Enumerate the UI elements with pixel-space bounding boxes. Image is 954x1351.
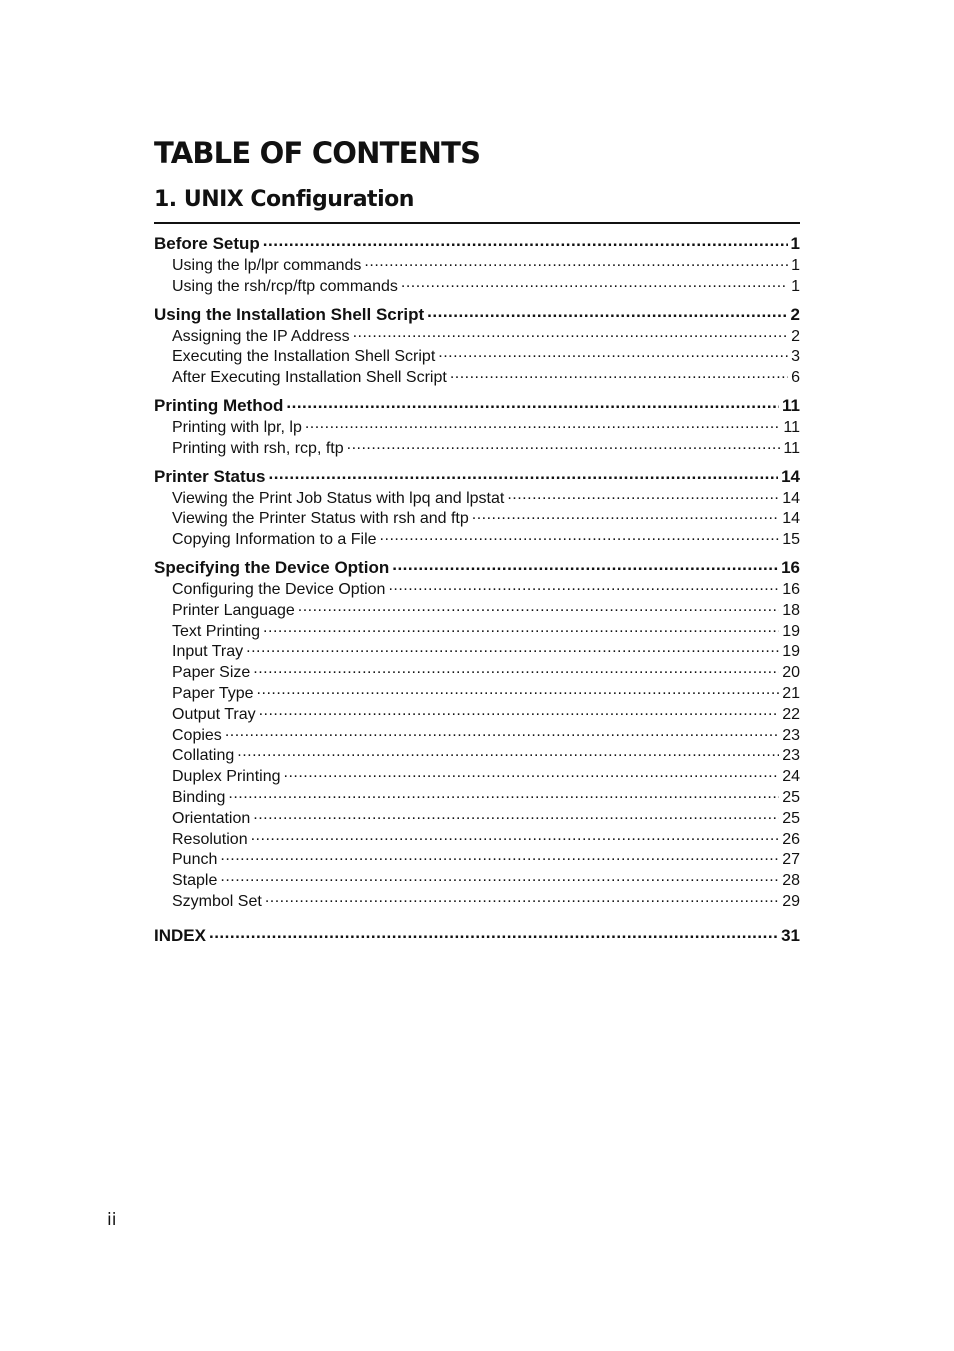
toc-entry-title: Orientation xyxy=(172,809,251,827)
toc-heading-page-number: 11 xyxy=(782,395,800,415)
toc-entry-page-number: 26 xyxy=(782,830,800,848)
toc-section xyxy=(154,303,800,387)
dot-leader xyxy=(353,325,789,341)
toc-entry-page-number: 1 xyxy=(791,277,800,295)
dot-leader xyxy=(253,661,779,677)
toc-entry[interactable] xyxy=(154,703,800,724)
toc-entry[interactable] xyxy=(154,366,800,387)
toc-entry-page-number: 25 xyxy=(782,788,800,806)
toc-heading-title: Specifying the Device Option xyxy=(154,557,390,577)
table-of-contents xyxy=(154,232,800,953)
dot-leader xyxy=(246,640,779,656)
toc-entry-title: Using the lp/lpr commands xyxy=(172,257,362,274)
toc-entry-page-number: 11 xyxy=(783,418,800,436)
toc-heading[interactable] xyxy=(154,394,800,416)
dot-leader xyxy=(259,703,780,719)
toc-heading[interactable] xyxy=(154,232,800,254)
toc-entry-page-number: 21 xyxy=(782,684,800,702)
dot-leader xyxy=(286,394,779,411)
dot-leader xyxy=(220,848,779,864)
toc-entry-title: After Executing Installation Shell Script xyxy=(172,369,447,387)
toc-entry-page-number: 19 xyxy=(782,622,800,640)
dot-leader xyxy=(380,528,780,544)
toc-entry[interactable] xyxy=(154,724,800,745)
toc-entry-title: Collating xyxy=(172,747,235,765)
toc-entry[interactable] xyxy=(154,325,800,346)
toc-entry-title: Resolution xyxy=(172,830,248,848)
toc-entry-page-number: 22 xyxy=(782,705,800,723)
toc-entry[interactable] xyxy=(154,599,800,620)
toc-entry-title: Printing with lpr, lp xyxy=(172,418,302,436)
toc-entry[interactable] xyxy=(154,869,800,890)
toc-entry[interactable] xyxy=(154,682,800,703)
dot-leader xyxy=(268,465,778,482)
dot-leader xyxy=(237,744,779,760)
dot-leader xyxy=(284,765,780,781)
toc-heading-title: Printing Method xyxy=(154,395,284,415)
toc-section xyxy=(154,465,800,549)
toc-entry-page-number: 28 xyxy=(782,872,800,890)
dot-leader xyxy=(257,682,780,698)
toc-entry-title: Printing with rsh, rcp, ftp xyxy=(172,439,344,457)
toc-heading-title: INDEX xyxy=(154,925,206,945)
toc-entry-page-number: 20 xyxy=(782,664,800,682)
toc-entry-page-number: 3 xyxy=(791,348,800,366)
toc-heading[interactable] xyxy=(154,465,800,487)
toc-entry-title: Copying Information to a File xyxy=(172,531,377,549)
toc-entry[interactable] xyxy=(154,416,800,437)
toc-section xyxy=(154,556,800,911)
toc-entry[interactable] xyxy=(154,807,800,828)
dot-leader xyxy=(347,437,781,453)
toc-entry[interactable] xyxy=(154,528,800,549)
toc-heading[interactable] xyxy=(154,924,800,946)
toc-heading-page-number: 16 xyxy=(781,557,800,577)
toc-heading[interactable] xyxy=(154,556,800,578)
toc-entry-page-number: 27 xyxy=(782,851,800,869)
toc-entry-title: Executing the Installation Shell Script xyxy=(172,348,436,366)
toc-entry[interactable] xyxy=(154,254,800,275)
page-number: ii xyxy=(107,1210,117,1230)
toc-entry-page-number: 25 xyxy=(782,809,800,827)
toc-heading-page-number: 1 xyxy=(790,234,800,253)
toc-entry-title: Viewing the Print Job Status with lpq and lpstat xyxy=(172,489,505,507)
toc-entry-title: Punch xyxy=(172,851,218,869)
dot-leader xyxy=(305,416,781,432)
toc-entry-page-number: 24 xyxy=(782,768,800,786)
toc-entry-title: Paper Type xyxy=(172,684,254,702)
toc-section xyxy=(154,924,800,946)
toc-entry[interactable] xyxy=(154,620,800,641)
dot-leader xyxy=(225,724,779,740)
toc-heading-page-number: 2 xyxy=(790,304,800,324)
toc-entry-page-number: 23 xyxy=(782,747,800,765)
dot-leader xyxy=(228,786,779,802)
toc-entry-page-number: 18 xyxy=(782,601,800,619)
toc-entry[interactable] xyxy=(154,786,800,807)
toc-entry-title: Assigning the IP Address xyxy=(172,327,350,345)
dot-leader xyxy=(401,275,788,291)
toc-section xyxy=(154,394,800,458)
dot-leader xyxy=(507,487,779,503)
toc-section xyxy=(154,232,800,296)
toc-heading[interactable] xyxy=(154,303,800,325)
dot-leader xyxy=(220,869,779,885)
toc-entry-page-number: 23 xyxy=(782,726,800,744)
toc-entry-page-number: 14 xyxy=(782,510,800,528)
toc-entry-title: Duplex Printing xyxy=(172,768,281,786)
toc-heading-title: Using the Installation Shell Script xyxy=(154,304,425,324)
toc-entry-title: Using the rsh/rcp/ftp commands xyxy=(172,277,398,295)
chapter-divider xyxy=(154,222,800,224)
toc-entry-page-number: 29 xyxy=(782,892,800,910)
toc-entry[interactable] xyxy=(154,744,800,765)
toc-heading-page-number: 31 xyxy=(781,925,800,945)
dot-leader xyxy=(251,828,780,844)
toc-entry-page-number: 6 xyxy=(791,369,800,387)
toc-entry-page-number: 15 xyxy=(782,531,800,549)
dot-leader xyxy=(253,807,779,823)
dot-leader xyxy=(450,366,788,382)
page-title: TABLE OF CONTENTS xyxy=(154,136,481,170)
dot-leader xyxy=(388,578,779,594)
chapter-title: 1. UNIX Configuration xyxy=(154,187,414,212)
dot-leader xyxy=(263,232,788,249)
toc-heading-title: Before Setup xyxy=(154,234,260,253)
toc-entry-title: Szymbol Set xyxy=(172,892,262,910)
toc-entry-title: Text Printing xyxy=(172,622,261,640)
toc-entry[interactable] xyxy=(154,275,800,296)
toc-entry-page-number: 11 xyxy=(783,439,800,457)
toc-entry-title: Input Tray xyxy=(172,643,244,661)
toc-entry[interactable] xyxy=(154,640,800,661)
dot-leader xyxy=(298,599,779,615)
toc-heading-page-number: 14 xyxy=(781,466,800,486)
toc-entry[interactable] xyxy=(154,890,800,911)
toc-heading-title: Printer Status xyxy=(154,466,266,486)
dot-leader xyxy=(472,507,779,523)
toc-entry-title: Paper Size xyxy=(172,664,251,682)
dot-leader xyxy=(438,345,788,361)
toc-entry-page-number: 14 xyxy=(782,489,800,507)
toc-entry[interactable] xyxy=(154,487,800,508)
toc-entry[interactable] xyxy=(154,661,800,682)
toc-entry-page-number: 19 xyxy=(782,643,800,661)
dot-leader xyxy=(265,890,779,906)
toc-entry-title: Printer Language xyxy=(172,601,295,619)
toc-entry[interactable] xyxy=(154,848,800,869)
toc-entry-page-number: 1 xyxy=(791,257,800,274)
toc-entry[interactable] xyxy=(154,345,800,366)
toc-entry-title: Copies xyxy=(172,726,222,744)
toc-entry-title: Output Tray xyxy=(172,705,256,723)
toc-entry-page-number: 16 xyxy=(782,580,800,598)
dot-leader xyxy=(392,556,778,573)
toc-entry-title: Staple xyxy=(172,872,218,890)
toc-entry-title: Viewing the Printer Status with rsh and ftp xyxy=(172,510,469,528)
toc-entry-title: Configuring the Device Option xyxy=(172,580,386,598)
toc-entry-page-number: 2 xyxy=(791,327,800,345)
toc-entry-title: Binding xyxy=(172,788,226,806)
dot-leader xyxy=(427,303,787,320)
dot-leader xyxy=(364,254,788,270)
dot-leader xyxy=(209,924,778,941)
dot-leader xyxy=(263,620,779,636)
toc-entry[interactable] xyxy=(154,507,800,528)
toc-entry[interactable] xyxy=(154,437,800,458)
toc-entry[interactable] xyxy=(154,765,800,786)
toc-entry[interactable] xyxy=(154,828,800,849)
toc-entry[interactable] xyxy=(154,578,800,599)
